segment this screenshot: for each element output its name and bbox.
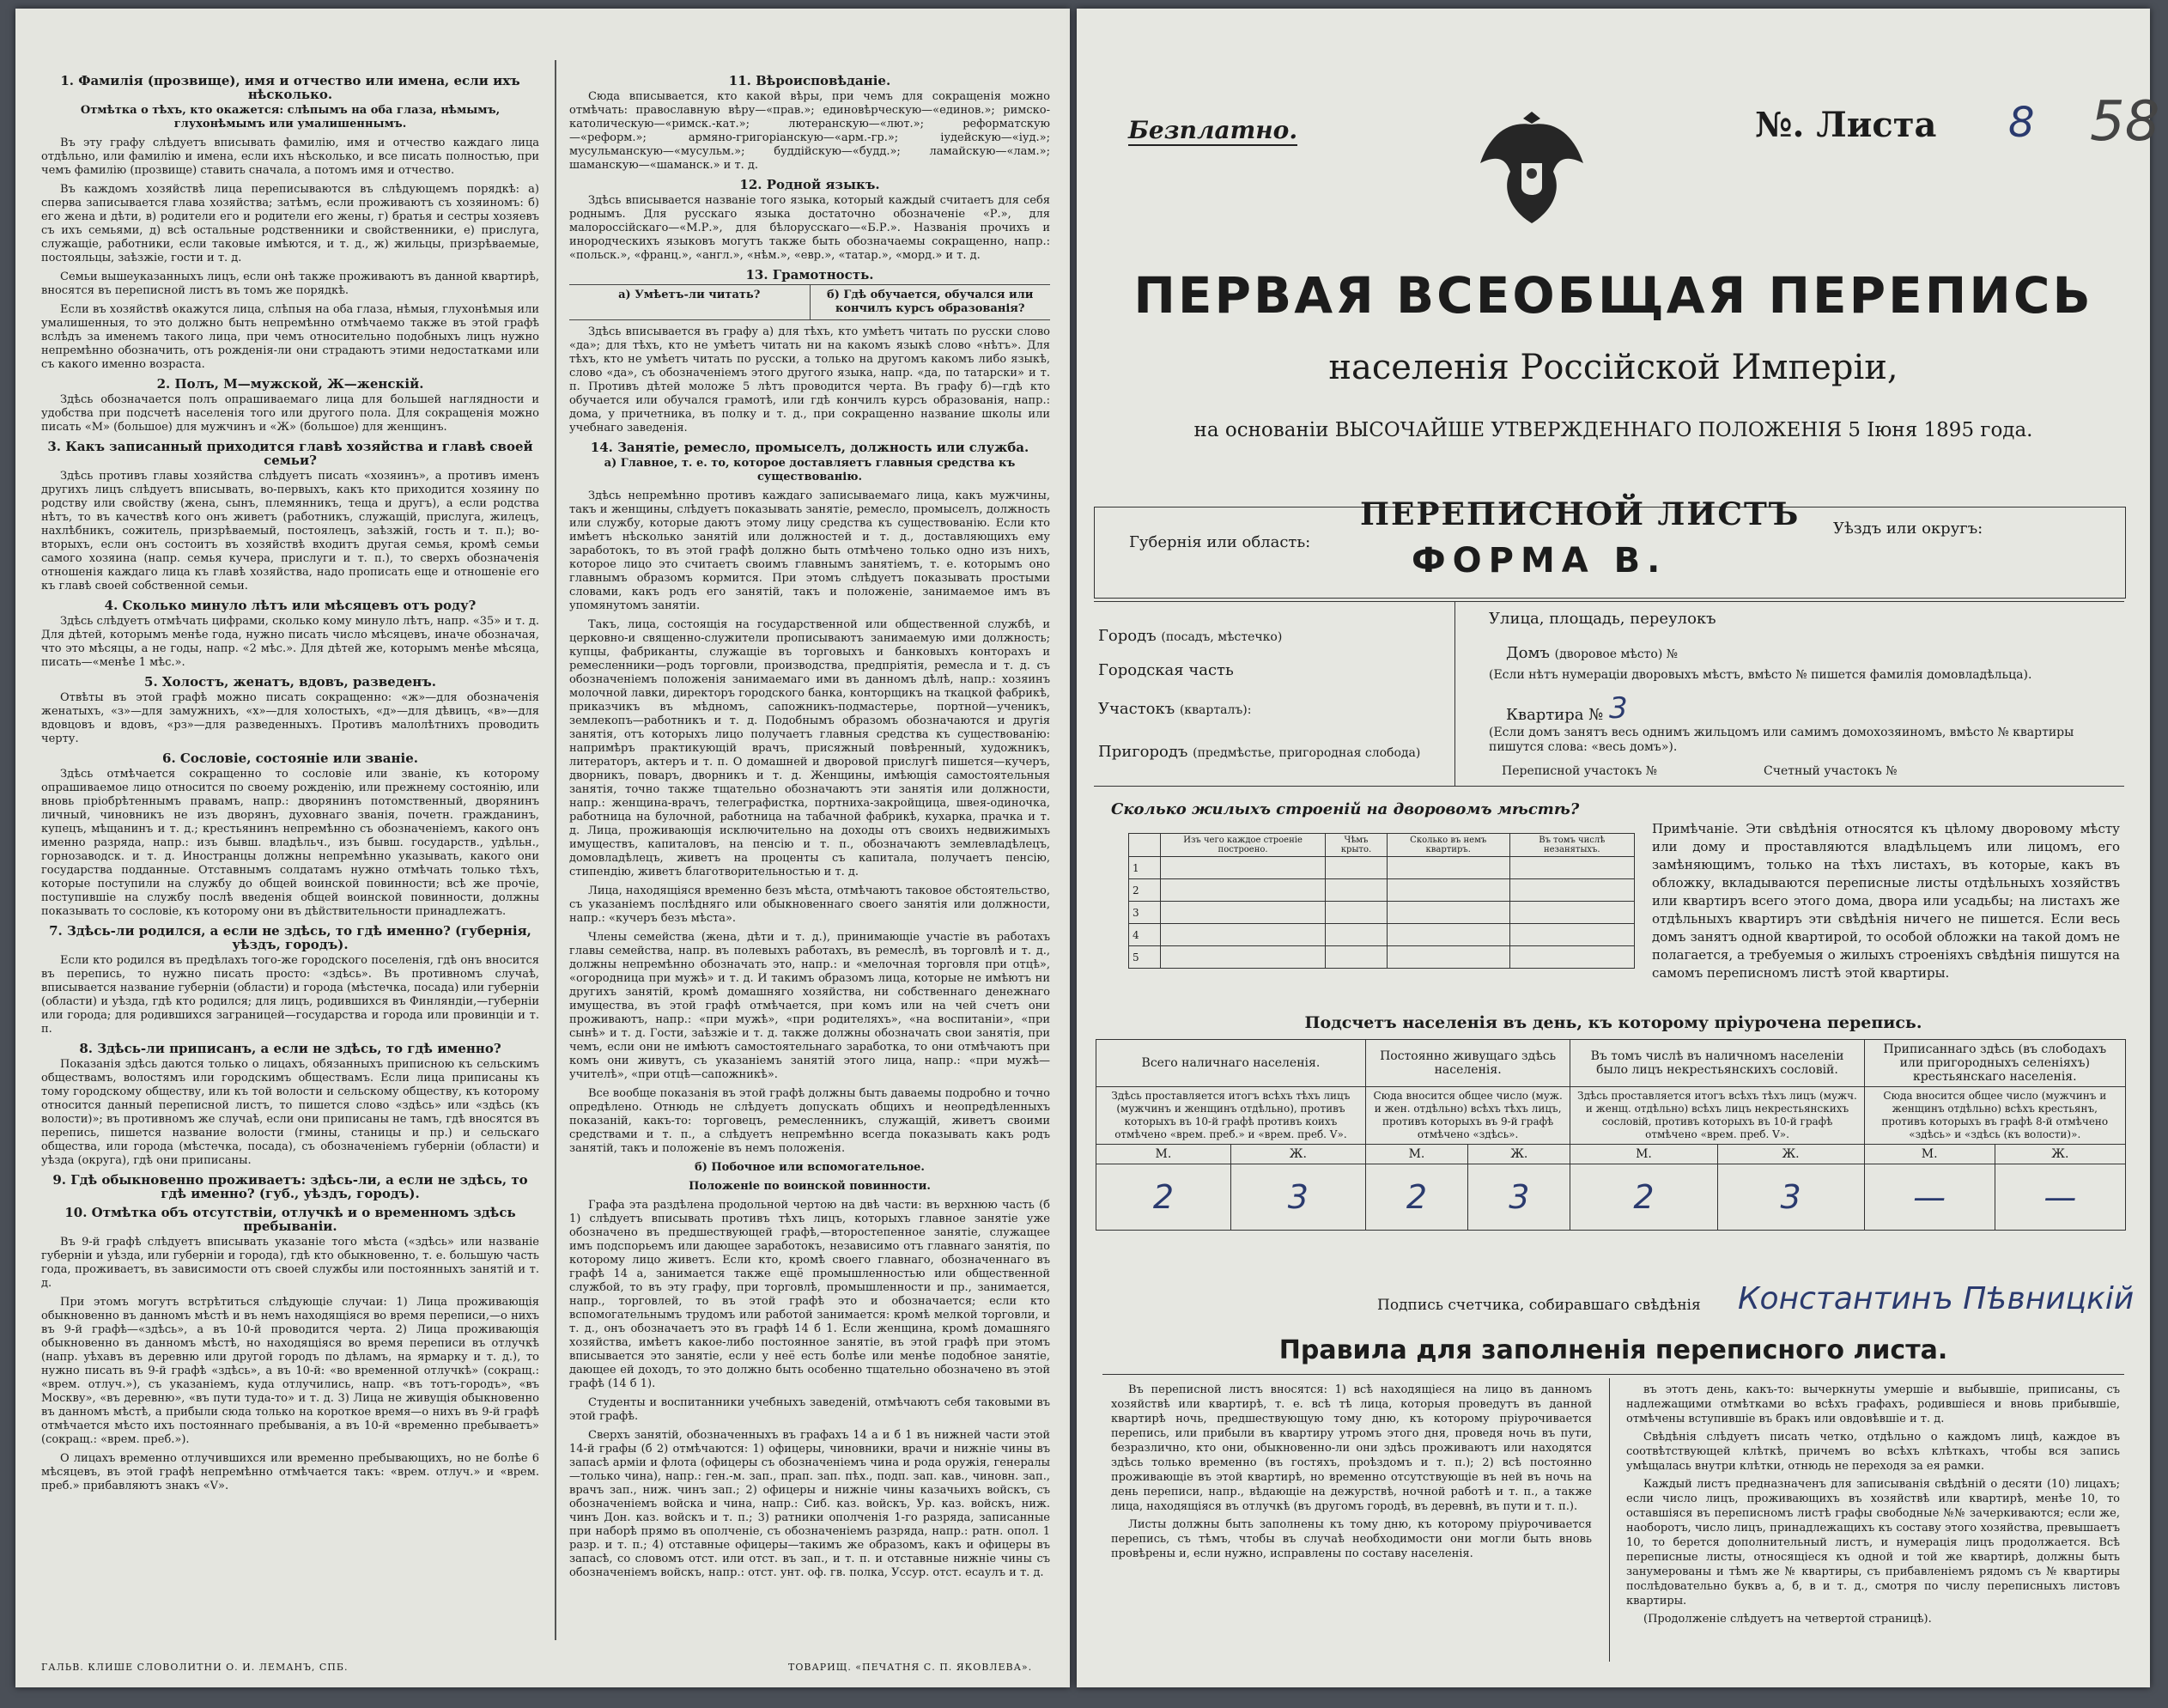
section-hint: (кварталъ): <box>1179 703 1252 717</box>
city-label <box>1098 627 1282 645</box>
literacy-b: б) Гдѣ обучается, обучался или кончилъ курсъ образованія? <box>827 289 1034 315</box>
section-heading: 8. Здѣсь-ли приписанъ, а если не здѣсь, то гдѣ именно? <box>79 1041 501 1056</box>
instruction-paragraph: О лицахъ временно отлучившихся или временно пребывающихъ, но не болѣе 6 мѣсяцевъ, въ этой графѣ непремѣнно отмѣчается такъ: «врем. отлуч.» и «врем. преб.» прибавляютъ знакъ «V». <box>41 1452 539 1492</box>
free-label: Безплатно. <box>1128 116 1298 144</box>
female-label: Ж. <box>1230 1145 1365 1164</box>
section-heading: 4. Сколько минуло лѣтъ или мѣсяцевъ отъ роду? <box>104 598 477 613</box>
city-label-text: Городъ <box>1098 627 1157 645</box>
rules-divider <box>1609 1378 1610 1662</box>
rule-paragraph: въ этотъ день, какъ-то: вычеркнуты умершіе и выбывшіе, приписаны, съ надлежащими отмѣтками во всѣхъ графахъ, родившіеся и вновь прибывшіе, отмѣчены вступившіе въ бракъ или овдовѣвшіе и т. д. <box>1626 1383 2120 1425</box>
cell[interactable] <box>1509 924 1634 946</box>
count-desc-peasant: Сюда вносится общее число (мужчинъ и женщинъ отдѣльно) всѣхъ крестьянъ, противъ которыхъ въ графѣ 8-й отмѣчено «здѣсь» и «здѣсь (къ волости)». <box>1864 1087 2125 1145</box>
instruction-paragraph: Семьи вышеуказанныхъ лицъ, если онѣ также проживаютъ въ данной квартирѣ, вносятся въ переписной листъ въ томъ же порядкѣ. <box>41 270 539 297</box>
house-label-text: Домъ <box>1506 644 1550 662</box>
count-header-peasant: Приписаннаго здѣсь (въ слободахъ или пригородныхъ селеніяхъ) крестьянскаго населенія. <box>1864 1040 2125 1087</box>
corner-handwritten-number: 58 <box>2090 90 2160 154</box>
house-note: (Если нѣтъ нумераціи дворовыхъ мѣстъ, вмѣсто № пишется фамилія домовладѣльца). <box>1489 668 2032 682</box>
sheet-number-label: №. Листа <box>1755 105 1937 145</box>
apartment-label: Квартира № <box>1506 706 1604 724</box>
buildings-row <box>1129 924 1635 946</box>
buildings-row <box>1129 946 1635 969</box>
house-hint: (дворовое мѣсто) № <box>1554 647 1679 661</box>
count-peasant-male[interactable]: — <box>1864 1164 1995 1231</box>
section-heading: 12. Родной языкъ. <box>739 177 880 192</box>
double-headed-eagle-emblem <box>1472 94 1592 232</box>
cell[interactable] <box>1387 879 1509 902</box>
census-section-label: Переписной участокъ № <box>1502 764 1657 778</box>
section-heading: 1. Фамилія (прозвище), имя и отчество или имена, если ихъ нѣсколько. <box>60 73 520 102</box>
buildings-row-number: 3 <box>1129 902 1161 924</box>
male-label: М. <box>1096 1145 1231 1164</box>
cell[interactable] <box>1509 946 1634 969</box>
count-peasant-female[interactable]: — <box>1995 1164 2125 1231</box>
count-desc-non-peasant: Здѣсь проставляется итогъ всѣхъ тѣхъ лицъ (мужч. и женщ. отдѣльно) всѣхъ лицъ некрестьянскихъ сословій, противъ которыхъ въ 10-й графѣ отмѣчено «врем. преб. V». <box>1570 1087 1864 1145</box>
count-permanent-male[interactable]: 2 <box>1365 1164 1467 1231</box>
instruction-paragraph: Въ каждомъ хозяйствѣ лица переписываются въ слѣдующемъ порядкѣ: а) сперва записывается глава хозяйства; затѣмъ, если проживаютъ съ хозяиномъ: б) его жена и дѣти, в) родители его и родители его жены, г) братья и сестры хозяевъ съ ихъ семьями, д) всѣ остальные родственники и свойственники, е) прислуга, служащіе, работники, если таковые имѣются, и т. д., ж) жильцы, призрѣваемые, постояльцы, заѣзжіе, гости и т. д. <box>41 183 539 264</box>
section-lead: Положеніе по воинской повинности. <box>689 1180 931 1193</box>
rules-column-1 <box>1111 1383 1592 1565</box>
instruction-paragraph: Лица, находящіяся временно безъ мѣста, отмѣчаютъ таковое обстоятельство, съ указаніемъ послѣдняго или обыкновеннаго своего занятія или должности, напр.: «кучеръ безъ мѣста». <box>569 884 1050 925</box>
cell[interactable] <box>1326 879 1388 902</box>
rule-paragraph: (Продолженіе слѣдуетъ на четвертой страницѣ). <box>1643 1613 1932 1626</box>
cell[interactable] <box>1161 879 1326 902</box>
apartment-value: 3 <box>1609 691 1628 726</box>
rules-top-line <box>1102 1374 2124 1375</box>
rules-title: Правила для заполненія переписного листа. <box>1278 1335 1948 1365</box>
suburb-hint: (предмѣстье, пригородная слобода) <box>1193 746 1421 760</box>
sheet-number-value: 8 <box>2008 99 2035 147</box>
rule-paragraph: Свѣдѣнія слѣдуетъ писать четко, отдѣльно о каждомъ лицѣ, каждое въ соотвѣтствующей клѣткѣ, причемъ во всѣхъ клѣткахъ, чтобы вся запись умѣщалась внутри клѣтки, отнюдь не переходя за ея рамки. <box>1626 1431 2120 1473</box>
cell[interactable] <box>1161 857 1326 879</box>
instruction-paragraph: Въ эту графу слѣдуетъ вписывать фамилію, имя и отчество каждаго лица отдѣльно, или фамилію и имена, если ихъ нѣсколько, и все писать полностью, при чемъ фамилію (прозвище) ставить сначала, а потомъ имя и отчество. <box>41 137 539 177</box>
instruction-paragraph: Отвѣты въ этой графѣ можно писать сокращенно: «ж»—для обозначенія женатыхъ, «з»—для замужнихъ, «х»—для холостыхъ, «д»—для дѣвицъ, «в»—для вдовцовъ и вдовъ, «рз»—для разведенныхъ. Противъ малолѣтнихъ проводить черту. <box>41 691 539 745</box>
cell[interactable] <box>1387 857 1509 879</box>
instruction-paragraph: Здѣсь непремѣнно противъ каждаго записываемаго лица, какъ мужчины, такъ и женщины, слѣдуетъ показывать занятіе, ремесло, промыселъ, должность или службу, которые даютъ этому лицу средства къ существованію. Если кто имѣетъ нѣсколько занятій или должностей и т. д., доставляющихъ ему заработокъ, то въ этой графѣ должно быть отмѣчено только одно изъ нихъ, которое лицо это считаетъ своимъ главнымъ занятіемъ, т. е. которымъ оно главнымъ образомъ кормится. При этомъ слѣдуетъ показывать простыми словами, какъ родъ его занятій, такъ и положеніе, занимаемое имъ въ упомянутомъ занятіи. <box>569 489 1050 612</box>
count-present-female[interactable]: 3 <box>1230 1164 1365 1231</box>
instruction-paragraph: Графа эта раздѣлена продольной чертою на двѣ части: въ верхнюю часть (б 1) слѣдуетъ вписывать противъ тѣхъ лицъ, которыхъ главное занятіе уже обозначено въ предшествующей графѣ,—второстепенное занятіе, служащее имъ подспорьемъ или дающее заработокъ, независимо отъ главнаго занятія, по которому лицо живетъ. Если кто, кромѣ своего главнаго, обозначеннаго въ графѣ 14 а, занимается также ещё промышленностью или общественной службой, то въ эту графу, при торговлѣ, промышленности и пр., занимается, напр., торговлей, то въ этой графѣ это и обозначается; если кто вспомогательнымъ трудомъ или работой занимается: кромѣ мелкой торговли, и т. д., онъ обозначаетъ это въ графѣ 14 б 1. Если женщина, кромѣ домашняго хозяйства, имѣетъ какое-либо постоянное занятіе, въ этой графѣ при этомъ вписывается это занятіе, если у неё есть болѣе или менѣе подобное занятіе, дающее ей доходъ, то это должно быть особенно тщательно обозначено въ этой графѣ (14 б 1). <box>569 1199 1050 1390</box>
section-heading: 5. Холостъ, женатъ, вдовъ, разведенъ. <box>144 674 436 690</box>
buildings-header-roof: Чѣмъ крыто. <box>1326 834 1388 857</box>
buildings-question: Сколько жилыхъ строеній на дворовомъ мѣстѣ? <box>1111 800 1580 818</box>
street-label: Улица, площадь, переулокъ <box>1489 610 1716 628</box>
section-heading: 9. Гдѣ обыкновенно проживаетъ: здѣсь-ли, а если не здѣсь, то гдѣ именно? (губ., уѣздъ, городъ). <box>52 1172 528 1201</box>
form-title: ПЕРЕПИСНОЙ ЛИСТЪ <box>1360 496 1801 532</box>
instruction-paragraph: Здѣсь отмѣчается сокращенно то сословіе или званіе, къ которому опрашиваемое лицо относится по своему рожденію, или прежнему состоянію, или вновь пріобрѣтеннымъ правамъ, напр.: дворянинъ потомственный, дворянинъ личный, чиновникъ не изъ дворянъ, духовнаго званія, почетн. гражданинъ, купецъ, мѣщанинъ и т. д.; крестьянинъ непремѣнно съ обозначеніемъ, какого онъ именно разряда, напр.: изъ бывш. владѣльч., изъ бывш. государств., удѣльн., горнозаводск. и т. д. Иностранцы должны непремѣнно указывать, какого они государства подданные. Отставнымъ солдатамъ нужно отмѣчать только тѣхъ, которые поступили на службу до общей воинской повинности; всѣ же прочіе, поступившіе на службу послѣ введенія общей воинской повинности, должны показывать то сословіе, къ которому они въ дѣйствительности принадлежатъ. <box>41 768 539 918</box>
buildings-header-material: Изъ чего каждое строеніе построено. <box>1161 834 1326 857</box>
section-heading: 2. Полъ, М—мужской, Ж—женскій. <box>156 376 424 392</box>
district-label: Уѣздъ или округъ: <box>1833 520 1983 538</box>
female-label: Ж. <box>1717 1145 1864 1164</box>
buildings-row <box>1129 857 1635 879</box>
buildings-header-vacant: Въ томъ числѣ незанятыхъ. <box>1509 834 1634 857</box>
city-hint: (посадъ, мѣстечко) <box>1161 630 1283 644</box>
address-block-top <box>1094 601 2124 602</box>
buildings-row-number: 2 <box>1129 879 1161 902</box>
city-part-label: Городская часть <box>1098 661 1234 679</box>
section-lead: Отмѣтка о тѣхъ, кто окажется: слѣпымъ на оба глаза, нѣмымъ, глухонѣмымъ или умалишеннымъ. <box>80 104 501 131</box>
census-subtitle: населенія Россійской Имперіи, <box>1328 348 1898 387</box>
cell[interactable] <box>1509 857 1634 879</box>
cell[interactable] <box>1387 946 1509 969</box>
instruction-paragraph: Здѣсь вписывается въ графу а) для тѣхъ, кто умѣетъ читать по русски слово «да»; для тѣхъ, кто не умѣетъ читать ни на какомъ языкѣ слово «нѣтъ». Для тѣхъ, кто не умѣетъ читать по русски, а только на другомъ какомъ либо языкѣ, слово «да», съ обозначеніемъ этого другого языка, напр. «да, по татарски» и т. п. Противъ дѣтей моложе 5 лѣтъ проводится черта. Въ графу б)—гдѣ кто обучается или обучался грамотѣ, или гдѣ кончилъ курсъ образованія, напр.: дома, у причетника, въ полку и т. д., при сокращенно название школы или учебнаго заведенія. <box>569 325 1050 435</box>
cell[interactable] <box>1326 902 1388 924</box>
count-present-male[interactable]: 2 <box>1096 1164 1231 1231</box>
left-page <box>15 9 1070 1687</box>
literacy-split <box>569 284 1050 320</box>
column-divider <box>555 60 556 1640</box>
section-label <box>1098 700 1251 718</box>
buildings-row <box>1129 902 1635 924</box>
counting-section-label: Счетный участокъ № <box>1764 764 1898 778</box>
count-permanent-female[interactable]: 3 <box>1468 1164 1570 1231</box>
address-block-bottom <box>1094 786 2124 787</box>
section-heading: 11. Вѣроисповѣданіе. <box>728 73 891 88</box>
count-header-present: Всего наличнаго населенія. <box>1096 1040 1366 1087</box>
instructions-column-1 <box>41 69 539 1649</box>
rules-column-2 <box>1626 1383 2120 1630</box>
form-letter: ФОРМА В. <box>1412 541 1667 580</box>
address-block-divider <box>1454 601 1455 786</box>
count-header-row <box>1096 1040 2126 1087</box>
cell[interactable] <box>1509 902 1634 924</box>
count-non-peasant-female[interactable]: 3 <box>1717 1164 1864 1231</box>
section-lead: б) Побочное или вспомогательное. <box>695 1161 925 1174</box>
female-label: Ж. <box>1995 1145 2125 1164</box>
rule-paragraph: Въ переписной листъ вносятся: 1) всѣ находящіеся на лицо въ данномъ хозяйствѣ или квартирѣ, т. е. всѣ тѣ лица, которыя проведутъ въ данной квартирѣ ночь, предшествующую тому дню, къ которому пріурочивается перепись, или прибыли въ квартиру утромъ этого дня, проведя ночь въ пути, безразлично, кто они, обыкновенно-ли они здѣсь проживаютъ или находятся здѣсь только временно (въ гостяхъ, проѣздомъ и т. п.); 2) всѣ постоянно проживающіе въ этой квартирѣ, но временно отсутствующіе въ ней въ ночь на день переписи, напр., вѣдающіе на дежурствѣ, ночной работѣ и т. п., а также лица, находящіяся въ отлучкѣ (въ другомъ городѣ, въ деревнѣ, въ пути и т. п.). <box>1111 1383 1592 1513</box>
section-heading: 7. Здѣсь-ли родился, а если не здѣсь, то гдѣ именно? (губернія, уѣздъ, городъ). <box>49 923 531 952</box>
instruction-paragraph: Если въ хозяйствѣ окажутся лица, слѣпыя на оба глаза, нѣмыя, глухонѣмыя или умалишенныя, то это должно быть непремѣнно отмѣчаемо также въ этой графѣ вслѣдъ за именемъ такого лица, при чемъ относительно подобныхъ лицъ нужно непремѣнно обозначить, отъ рожденія-ли они страдаютъ этими недостатками или съ какого именно возраста. <box>41 303 539 371</box>
census-basis: на основаніи ВЫСОЧАЙШЕ УТВЕРЖДЕННАГО ПОЛОЖЕНІЯ 5 Іюня 1895 года. <box>1193 419 2033 441</box>
instruction-paragraph: При этомъ могутъ встрѣтиться слѣдующіе случаи: 1) Лица проживающія обыкновенно въ данномъ мѣстѣ и въ немъ находящіяся во время переписи,—о нихъ въ 9-й графѣ—«здѣсь», а въ 10-й проводится черта. 2) Лица проживающія обыкновенно въ данномъ мѣстѣ, но находящіяся во время переписи въ отлучкѣ (напр. уѣхавъ въ деревню или другой городъ по дѣламъ, на ярмарку и т. д.), то нужно писать въ 9-й графѣ «здѣсь», а въ 10-й: «во временной отлучкѣ» (сокращ.: «врем. отлуч.»), съ указаніемъ, куда отлучились, напр. «въ тотъ-городъ», «въ Москву», «въ деревню», «въ пути туда-то» и т. д. 3) Лица не живущія обыкновенно въ данномъ мѣстѣ, а прибыли сюда только на короткое время—о нихъ въ 9-й графѣ отмѣчается мѣсто ихъ постояннаго пребыванія, а въ 10-й «временно пребываетъ» (сокращ.: «врем. преб.»). <box>41 1296 539 1446</box>
buildings-note: Примѣчаніе. Эти свѣдѣнія относятся къ цѣлому дворовому мѣсту или дому и проставляются владѣльцемъ или лицомъ, его замѣняющимъ, только на тѣхъ листахъ, въ которые, какъ въ обложку, вкладываются переписные листы отдѣльныхъ хозяйствъ или квартиръ всего этого дома, двора или усадьбы; на листахъ же отдѣльныхъ квартиръ эти свѣдѣнія ничего не пишется. Если весь домъ занятъ одной квартирой, то особой обложки на такой домъ не полагается, а требуемыя о жилыхъ строеніяхъ свѣдѣнія пишутся на самомъ переписномъ листѣ этой квартиры. <box>1652 821 2120 981</box>
cell[interactable] <box>1161 902 1326 924</box>
imprint-left: ГАЛЬВ. КЛИШЕ СЛОВОЛИТНИ О. И. ЛЕМАНЪ, СПБ. <box>41 1662 349 1673</box>
count-non-peasant-male[interactable]: 2 <box>1570 1164 1717 1231</box>
count-desc-permanent: Сюда вносится общее число (муж. и жен. отдѣльно) всѣхъ тѣхъ лицъ, противъ которыхъ въ 9-й графѣ отмѣчено «здѣсь». <box>1365 1087 1570 1145</box>
section-heading: 13. Грамотность. <box>745 267 874 283</box>
instruction-paragraph: Здѣсь противъ главы хозяйства слѣдуетъ писать «хозяинъ», а противъ именъ другихъ лицъ слѣдуетъ вписывать, во-первыхъ, какъ кто приходится хозяину по родству или свойству (жена, сынъ, племянникъ, теща и другъ), а если родства нѣтъ, то въ качествѣ кого онъ живетъ (работникъ, служащій, прислуга, жилецъ, нахлѣбникъ, сожитель, призрѣваемый, постоялецъ, заѣзжій, гость и т. п.); во-вторыхъ, если онъ состоитъ въ хозяйствѣ входитъ другая семья, кромѣ семьи самого хозяина (напр. семья кучера, прислуги и т. п.), то сверхъ обозначенія отношенія каждаго лица къ главѣ хозяйства, надо прописать еще и отношеніе его къ главѣ своей собственной семьи. <box>41 470 539 593</box>
instruction-paragraph: Студенты и воспитанники учебныхъ заведеній, отмѣчаютъ себя таковыми въ этой графѣ. <box>569 1396 1050 1423</box>
cell[interactable] <box>1161 946 1326 969</box>
buildings-row <box>1129 879 1635 902</box>
literacy-a: а) Умѣетъ-ли читать? <box>569 285 811 319</box>
instruction-paragraph: Показанія здѣсь даются только о лицахъ, обязанныхъ приписною къ сельскимъ обществамъ, волостямъ или городскимъ обществамъ. Если лица приписаны къ тому городскому обществу, или къ той волости и сельскому обществу, къ которому относится данный переписной листъ, то пишется слово «здѣсь» или «здѣсь (къ волости)»; въ противномъ же случаѣ, если они приписаны не тамъ, гдѣ вносятся въ перепись, пишется название волости (гмины, станицы и пр.) и сельскаго общества, или города (мѣстечка, посада), съ обозначеніемъ губерніи (области) и уѣзда (округа), гдѣ они приписаны. <box>41 1058 539 1167</box>
count-header-non-peasant: Въ томъ числѣ въ наличномъ населеніи было лицъ некрестьянскихъ сословій. <box>1570 1040 1864 1087</box>
female-label: Ж. <box>1468 1145 1570 1164</box>
suburb-label <box>1098 743 1420 761</box>
instruction-paragraph: Здѣсь вписывается названіе того языка, который каждый считаетъ для себя роднымъ. Для русскаго языка достаточно обозначеніе «Р.», для малороссійскаго—«М.Р.», для бѣлорусскаго—«Б.Р.». Названія прочихъ и инородческихъ языковъ могутъ также быть обозначаемы сокращенно, напр.: «польск.», «франц.», «англ.», «нѣм.», «евр.», «татар.», «морд.» и т. д. <box>569 194 1050 262</box>
buildings-row-number: 4 <box>1129 924 1161 946</box>
count-sex-row <box>1096 1145 2126 1164</box>
instruction-paragraph: Сюда вписывается, кто какой вѣры, при чемъ для сокращенія можно отмѣчать: православную вѣру—«прав.»; единовѣрческую—«единов.»; римско-католическую—«римск.-кат.»; лютеранскую—«лют.»; реформатскую—«реформ.»; армяно-григоріанскую—«арм.-гр.»; іудейскую—«іуд.»; мусульманскую—«мусульм.»; буддійскую—«будд.»; ламайскую—«лам.»; шаманскую—«шаманск.» и т. д. <box>569 90 1050 172</box>
buildings-table <box>1128 833 1635 969</box>
rule-paragraph: Каждый листъ предназначенъ для записыванія свѣдѣній о десяти (10) лицахъ; если число лицъ, проживающихъ въ хозяйствѣ или квартирѣ, менѣе 10, то оставшіяся въ переписномъ листѣ графы свободные №№ зачеркиваются; если же, наоборотъ, число лицъ, принадлежащихъ къ составу этого хозяйства, превышаетъ 10, то берется дополнительный листъ, и нумерація лицъ продолжается. Всѣ переписные листы, относящіеся къ одной и той же квартирѣ, должны быть занумерованы и тѣмъ же № квартиры, съ прибавленіемъ рядомъ съ № квартиры послѣдовательно буквъ а, б, в и т. д., смотря по числу переписныхъ листовъ квартиры. <box>1626 1478 2120 1608</box>
section-label-text: Участокъ <box>1098 700 1175 718</box>
cell[interactable] <box>1326 924 1388 946</box>
count-header-permanent: Постоянно живущаго здѣсь населенія. <box>1365 1040 1570 1087</box>
instruction-paragraph: Сверхъ занятій, обозначенныхъ въ графахъ 14 а и б 1 въ нижней части этой 14-й графы (б 2) отмѣчаются: 1) офицеры, чиновники, врачи и нижніе чины въ запасѣ арміи и флота (офицеры съ обозначеніемъ чина и рода оружія, генералы—только чина), напр.: ген.-м. зап., прап. зап. пѣх., подп. зап. кав., чиновн. зап., врачъ зап., ниж. чинъ зап.; 2) офицеры и нижніе чины казачьихъ войскъ, съ обозначеніемъ войска и чина, напр.: Сиб. каз. войскъ, Ур. каз. войскъ, ниж. чинъ Дон. каз. войскъ и т. п.; 3) ратники ополченія 1-го разряда, записанные при наборѣ прямо въ ополченіе, съ обозначеніемъ разряда, напр.: ратн. опол. 1 разр. и т. п.; 4) отставные офицеры—такимъ же образомъ, какъ и офицеры въ запасѣ, со словомъ отст. или отст. въ зап., и т. п. и отставные нижніе чины съ обозначеніемъ войскъ, напр.: отст. унт. оф. гв. полка, Уссур. отст. есаулъ и т. д. <box>569 1429 1050 1579</box>
house-label <box>1506 644 1678 662</box>
instruction-paragraph: Такъ, лица, состоящія на государственной или общественной службѣ, и церковно-и священно-служители прописываютъ занимаемую ими должность; купцы, фабриканты, служащіе въ торговыхъ и банковыхъ конторахъ и ремесленники—родъ торговли, производства, предпріятія, ремесла и т. д. съ обозначеніемъ положенія занимаемаго ими въ данномъ дѣлѣ, напр.: хозяинъ молочной лавки, директоръ городского банка, конторщикъ на ткацкой фабрикѣ, приказчикъ въ мѣдномъ, сапожникъ-подмастерье, портной—ученикъ, землекопъ—работникъ и т. д. Подобнымъ образомъ обозначаются и другія занятія, отъ которыхъ лицо получаетъ главныя средства къ существованію: напримѣръ практикующій врачъ, присяжный повѣренный, художникъ, литераторъ, актеръ и т. п. О домашней и дворовой прислугѣ пишется—кучеръ, дворникъ, поваръ, дворникъ и т. д. Женщины, имѣющія самостоятельныя занятія, точно также тщательно обозначаютъ эти занятія или должности, напр.: женщина-врачъ, телеграфистка, портниха-закройщица, швея-одиночка, работница на булочной, работница на табачной фабрикѣ, кухарка, прачка и т. д. Лица, проживающія исключительно на доходы отъ своихъ недвижимыхъ имуществъ, капиталовъ, на пенсію и т. п., обозначаютъ землевладѣлецъ, домовладѣлецъ, живетъ на проценты съ капитала, получаетъ пенсію, стипендію, живетъ благотворительностью и т. д. <box>569 618 1050 878</box>
instruction-paragraph: Все вообще показанія въ этой графѣ должны быть даваемы подробно и точно опредѣлено. Отнюдь не слѣдуетъ допускать общихъ и неопредѣленныхъ показаній, какъ-то: торговецъ, ремесленникъ, служащій, живетъ своими средствами и т. п., а слѣдуетъ непремѣнно всегда показывать какъ родъ занятій, такъ и положеніе въ немъ положенія. <box>569 1087 1050 1155</box>
census-title: ПЕРВАЯ ВСЕОБЩАЯ ПЕРЕПИСЬ <box>1133 266 2093 325</box>
cell[interactable] <box>1509 879 1634 902</box>
instruction-paragraph: Здѣсь обозначается полъ опрашиваемаго лица для большей наглядности и удобства при подсчетѣ населенія того или другого пола. Для сокращенія можно писать «М» (большое) для мужчинъ и «Ж» (большое) для женщинъ. <box>41 393 539 434</box>
cell[interactable] <box>1161 924 1326 946</box>
section-heading: 10. Отмѣтка объ отсутствіи, отлучкѣ и о временномъ здѣсь пребываніи. <box>64 1205 516 1234</box>
instruction-paragraph: Въ 9-й графѣ слѣдуетъ вписывать указаніе того мѣста («здѣсь» или названіе губерніи и уѣзда, или губерніи и города), гдѣ кто обыкновенно, т. е. большую часть года, проживаетъ, въ зависимости отъ своей службы или постоянныхъ занятій и т. д. <box>41 1236 539 1290</box>
buildings-header-apartments: Сколько въ немъ квартиръ. <box>1387 834 1509 857</box>
population-count-table <box>1096 1039 2126 1231</box>
instruction-paragraph: Члены семейства (жена, дѣти и т. д.), принимающіе участіе въ работахъ главы семейства, напр. въ полевыхъ работахъ, въ ремеслѣ, въ торговлѣ и т. д., должны непремѣнно обозначать это, напр.: и «мелочная торговля при отцѣ», «огородница при мужѣ» и т. д. И такимъ образомъ лица, которые не имѣютъ ни другихъ занятій, кромѣ домашняго хозяйства, ни собственнаго денежнаго имущества, въ этой графѣ отмѣчается, при комъ или на чей счетъ они проживаютъ, напр.: «при мужѣ», «при родителяхъ», «на воспитаніи», «при сынѣ» и т. д. Гости, заѣзжіе и т. д. также должны обозначать свои занятія, при чемъ, если они не имѣютъ самостоятельнаго заработка, то они отмѣчаютъ при комъ они живутъ, съ указаніемъ занятій этого лица, напр.: «при мужѣ—учителѣ», «при отцѣ—сапожникѣ». <box>569 931 1050 1081</box>
signature-label: Подпись счетчика, собиравшаго свѣдѣнія <box>1377 1297 1701 1314</box>
male-label: М. <box>1570 1145 1717 1164</box>
cell[interactable] <box>1387 902 1509 924</box>
signature-value: Константинъ Пѣвницкій <box>1738 1281 2135 1316</box>
section-heading: 3. Какъ записанный приходится главѣ хозяйства и главѣ своей семьи? <box>47 439 533 468</box>
imprint-right: ТОВАРИЩ. «ПЕЧАТНЯ С. П. ЯКОВЛЕВА». <box>788 1662 1033 1673</box>
province-label: Губернія или область: <box>1129 533 1311 551</box>
male-label: М. <box>1864 1145 1995 1164</box>
buildings-header-row <box>1129 834 1635 857</box>
apartment-note: (Если домъ занятъ весь однимъ жильцомъ или самимъ домохозяиномъ, вмѣсто № квартиры пишутся слова: «весь домъ»). <box>1489 726 2074 754</box>
cell[interactable] <box>1326 946 1388 969</box>
count-desc-row <box>1096 1087 2126 1145</box>
right-page <box>1077 9 2160 1687</box>
count-values-row <box>1096 1164 2126 1231</box>
section-heading: 6. Сословіе, состояніе или званіе. <box>162 751 418 766</box>
rule-paragraph: Листы должны быть заполнены къ тому дню, къ которому пріурочивается перепись, съ тѣмъ, чтобы въ случаѣ необходимости они могли быть вновь провѣрены и, если нужно, исправлены по составу населенія. <box>1111 1518 1592 1560</box>
count-title: Подсчетъ населенія въ день, къ которому пріурочена перепись. <box>1304 1013 1922 1032</box>
section-lead: а) Главное, т. е. то, которое доставляетъ главныя средства къ существованію. <box>604 457 1016 483</box>
instruction-paragraph: Если кто родился въ предѣлахъ того-же городского поселенія, гдѣ онъ вносится въ перепись, то нужно писать просто: «здѣсь». Въ противномъ случаѣ, вписывается название губерніи (области) и города (мѣстечка, посада) или губерніи (области) и уѣзда, гдѣ кто родился; для лицъ, родившихся въ Финляндіи,—губерніи или города; для родившихся заграницей—государства и города или провинціи и т. п. <box>41 954 539 1036</box>
buildings-header-num <box>1129 834 1161 857</box>
cell[interactable] <box>1326 857 1388 879</box>
buildings-row-number: 5 <box>1129 946 1161 969</box>
instruction-paragraph: Здѣсь слѣдуетъ отмѣчать цифрами, сколько кому минуло лѣтъ, напр. «35» и т. д. Для дѣтей, которымъ менѣе года, нужно писать число мѣсяцевъ, иначе обозначая, что это мѣсяцы, а не годы, напр. «2 мѣс.». Для дѣтей же, которымъ менѣе мѣсяца, писать—«менѣе 1 мѣс.». <box>41 615 539 669</box>
section-heading: 14. Занятіе, ремесло, промыселъ, должность или служба. <box>590 440 1029 455</box>
suburb-label-text: Пригородъ <box>1098 743 1188 761</box>
buildings-row-number: 1 <box>1129 857 1161 879</box>
instructions-column-2 <box>569 69 1050 1649</box>
male-label: М. <box>1365 1145 1467 1164</box>
count-desc-present: Здѣсь проставляется итогъ всѣхъ тѣхъ лицъ (мужчинъ и женщинъ отдѣльно), противъ которыхъ въ 10-й графѣ противъ коихъ отмѣчено «врем. преб.» и «врем. преб. V». <box>1096 1087 1366 1145</box>
cell[interactable] <box>1387 924 1509 946</box>
